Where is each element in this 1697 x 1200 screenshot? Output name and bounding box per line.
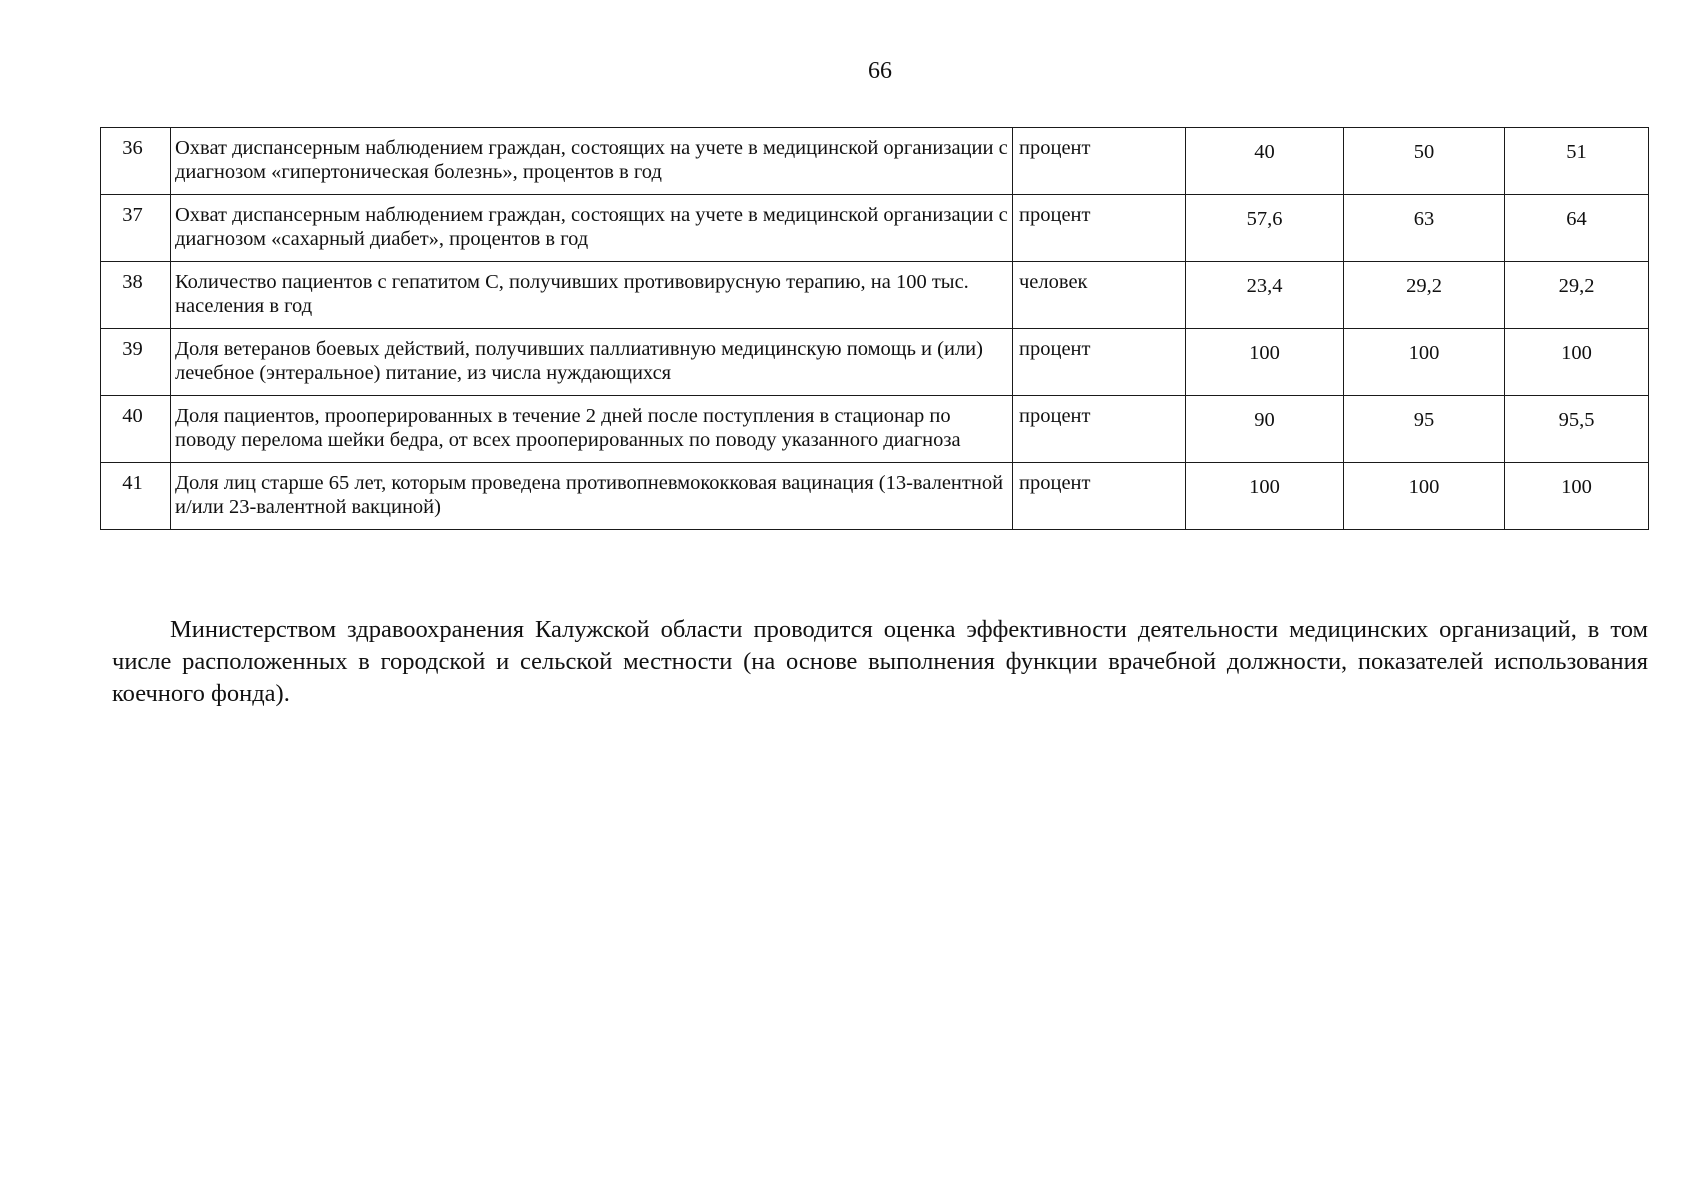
value-1: 100 [1186, 463, 1344, 530]
indicator-name: Доля ветеранов боевых действий, получивших паллиативную медицинскую помощь и (или) лечебное (энтеральное) питание, из числа нуждающихся [171, 329, 1013, 396]
row-number: 38 [101, 262, 171, 329]
value-2: 95 [1344, 396, 1505, 463]
value-1: 23,4 [1186, 262, 1344, 329]
value-3: 100 [1505, 463, 1649, 530]
row-number: 37 [101, 195, 171, 262]
table-row [101, 329, 1649, 396]
value-3: 29,2 [1505, 262, 1649, 329]
unit: процент [1013, 329, 1186, 396]
indicators-table-wrap [100, 127, 1648, 530]
value-2: 100 [1344, 463, 1505, 530]
value-1: 57,6 [1186, 195, 1344, 262]
unit: человек [1013, 262, 1186, 329]
value-2: 29,2 [1344, 262, 1505, 329]
value-2: 63 [1344, 195, 1505, 262]
body-paragraph: Министерством здравоохранения Калужской области проводится оценка эффективности деятельности медицинских организаций, в том числе расположенных в городской и сельской местности (на основе выполнения функции врачебной должности, показателей использования коечного фонда). [112, 616, 1648, 707]
value-1: 90 [1186, 396, 1344, 463]
indicator-name: Охват диспансерным наблюдением граждан, состоящих на учете в медицинской организации с диагнозом «гипертоническая болезнь», процентов в год [171, 128, 1013, 195]
row-number: 39 [101, 329, 171, 396]
value-3: 95,5 [1505, 396, 1649, 463]
table-row [101, 463, 1649, 530]
indicator-name: Количество пациентов с гепатитом С, получивших противовирусную терапию, на 100 тыс. населения в год [171, 262, 1013, 329]
value-3: 51 [1505, 128, 1649, 195]
unit: процент [1013, 195, 1186, 262]
indicator-name: Охват диспансерным наблюдением граждан, состоящих на учете в медицинской организации с диагнозом «сахарный диабет», процентов в год [171, 195, 1013, 262]
unit: процент [1013, 396, 1186, 463]
table-row [101, 262, 1649, 329]
table-row [101, 195, 1649, 262]
indicator-name: Доля лиц старше 65 лет, которым проведена противопневмококковая вацинация (13-валентной и/или 23-валентной вакциной) [171, 463, 1013, 530]
value-2: 50 [1344, 128, 1505, 195]
page-number: 66 [868, 58, 892, 84]
value-1: 100 [1186, 329, 1344, 396]
unit: процент [1013, 463, 1186, 530]
row-number: 41 [101, 463, 171, 530]
value-3: 100 [1505, 329, 1649, 396]
table-row [101, 396, 1649, 463]
row-number: 36 [101, 128, 171, 195]
value-2: 100 [1344, 329, 1505, 396]
indicator-name: Доля пациентов, прооперированных в течение 2 дней после поступления в стационар по поводу перелома шейки бедра, от всех прооперированных по поводу указанного диагноза [171, 396, 1013, 463]
unit: процент [1013, 128, 1186, 195]
row-number: 40 [101, 396, 171, 463]
value-1: 40 [1186, 128, 1344, 195]
value-3: 64 [1505, 195, 1649, 262]
indicators-table [100, 127, 1649, 530]
table-row [101, 128, 1649, 195]
